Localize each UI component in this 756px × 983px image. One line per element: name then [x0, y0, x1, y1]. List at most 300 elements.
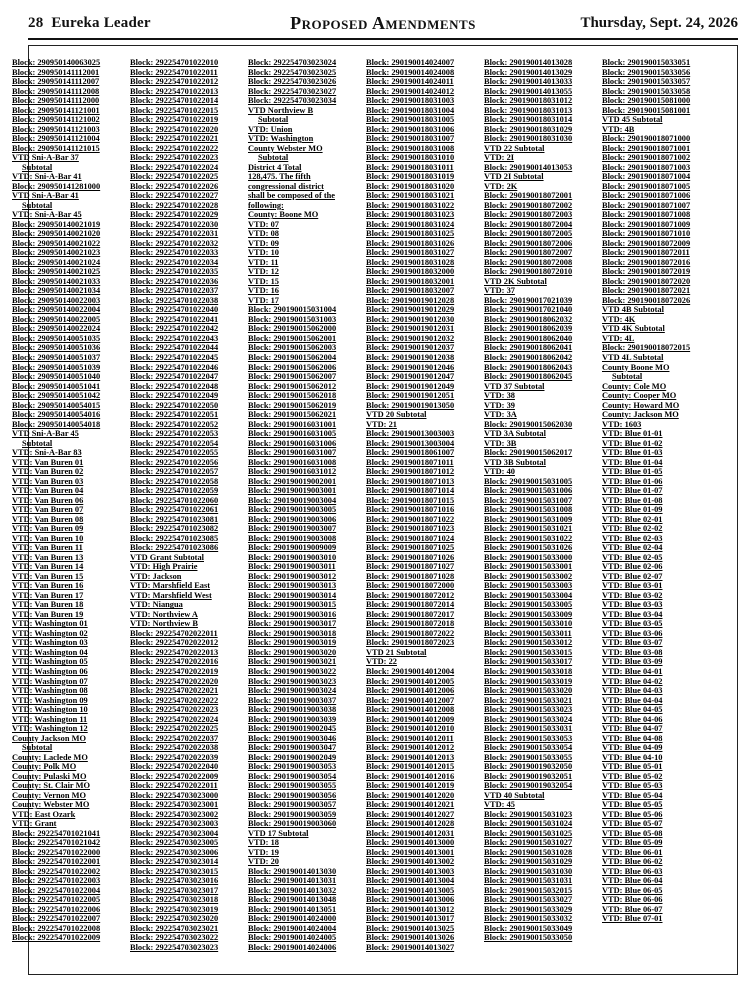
listing-line: Block: 290950140022004 — [12, 305, 101, 315]
listing-line: VTD: Blue 02-04 — [602, 543, 663, 553]
listing-line: Block: 292254701022047 — [130, 372, 219, 382]
listing-line: Block: 290190015062021 — [248, 410, 337, 420]
listing-line: VTD: 4K — [602, 314, 636, 324]
listing-line: Block: 290190015031005 — [484, 476, 573, 486]
listing-line: Block: 290190019002049 — [248, 752, 337, 762]
listing-line: Block: 290190014012013 — [366, 752, 455, 762]
listing-line: Block: 292254701022035 — [130, 267, 219, 277]
listing-line: Block: 290190018072022 — [366, 628, 455, 638]
listing-line: Subtotal — [22, 743, 53, 753]
listing-line: VTD: Blue 03-05 — [602, 619, 663, 629]
listing-line: Block: 290190018031027 — [366, 248, 455, 258]
listing-line: VTD: Marshfield West — [130, 590, 212, 600]
listing-line: Block: 290190018071014 — [366, 486, 455, 496]
listing-line: Block: 292254701022040 — [130, 305, 219, 315]
listing-line: Block: 292254701022051 — [130, 410, 219, 420]
listing-line: Block: 292254702022038 — [130, 743, 219, 753]
listing-line: Block: 290190018032001 — [366, 276, 455, 286]
listing-line: VTD: Blue 01-01 — [602, 429, 663, 439]
listing-line: Block: 290190014013027 — [366, 942, 455, 952]
listing-line: VTD: 39 — [484, 400, 515, 410]
listing-line: shall be composed of the — [248, 191, 336, 201]
listing-line: Block: 292254701022042 — [130, 324, 219, 334]
listing-line: Block: 290190018072021 — [602, 286, 691, 296]
listing-line: Block: 290190014012008 — [366, 705, 455, 715]
listing-column-3 — [248, 58, 366, 968]
listing-line: VTD: 07 — [248, 219, 279, 229]
listing-line: Block: 290950141121004 — [12, 134, 100, 144]
listing-line: Subtotal — [258, 115, 289, 125]
listing-line: Block: 290190018031011 — [366, 162, 454, 172]
listing-line: Block: 290190018071008 — [602, 210, 691, 220]
listing-line: VTD: Van Buren 15 — [12, 571, 84, 581]
listing-line: Block: 290190018031014 — [484, 115, 573, 125]
listing-line: Block: 292254703023020 — [130, 914, 219, 924]
listing-line: VTD: Washington 11 — [12, 714, 88, 724]
listing-line: VTD: 2K — [484, 181, 518, 191]
listing-line: VTD: 4B — [602, 124, 635, 134]
listing-line: Block: 290190018031013 — [484, 105, 573, 115]
listing-line: Block: 290190014013004 — [366, 876, 455, 886]
listing-line: Block: 292254701022014 — [130, 96, 219, 106]
listing-line: VTD: Blue 05-03 — [602, 781, 663, 791]
listing-line: Block: 292254701022020 — [130, 124, 219, 134]
listing-line: County: Boone MO — [248, 210, 319, 220]
listing-line: Block: 290190015033021 — [484, 695, 573, 705]
listing-line: 128,475. The fifth — [248, 172, 311, 182]
listing-line: Block: 290190019003019 — [248, 638, 337, 648]
listing-line: Block: 292254702022016 — [130, 657, 219, 667]
listing-line: VTD: Blue 04-07 — [602, 724, 663, 734]
listing-line: Block: 290190018072012 — [366, 590, 455, 600]
listing-line: Block: 290190015033027 — [484, 895, 573, 905]
listing-line: Block: 292254703023019 — [130, 904, 219, 914]
listing-line: Block: 290950141121002 — [12, 115, 100, 125]
listing-line: VTD: 10 — [248, 248, 279, 258]
listing-line: Block: 292254701022032 — [130, 238, 219, 248]
listing-line: Block: 290190019003020 — [248, 647, 337, 657]
listing-line: VTD 3A Subtotal — [484, 429, 546, 439]
listing-line: Block: 290190017021039 — [484, 295, 573, 305]
listing-line: following: — [248, 200, 284, 210]
listing-line: Block: 290190018031029 — [484, 124, 573, 134]
listing-line: VTD: Blue 06-02 — [602, 857, 663, 867]
listing-line: Block: 290190019003011 — [248, 562, 336, 572]
listing-line: VTD: Blue 05-02 — [602, 771, 663, 781]
listing-line: Block: 290190015031006 — [484, 486, 573, 496]
listing-line: VTD: Blue 06-06 — [602, 895, 663, 905]
listing-line: Block: 290190016031007 — [248, 448, 337, 458]
listing-line: VTD: Blue 06-05 — [602, 885, 663, 895]
listing-line: VTD: Blue 02-06 — [602, 562, 663, 572]
listing-line: Block: 290190015033018 — [484, 667, 573, 676]
listing-line: Block: 290950141112008 — [12, 86, 100, 96]
listing-line: Block: 290190019032050 — [484, 762, 573, 772]
listing-line: VTD: Blue 03-09 — [602, 657, 663, 667]
listing-line: VTD: Niangua — [130, 600, 183, 610]
listing-line: Block: 292254701022031 — [130, 229, 219, 239]
listing-line: Block: 290190014013031 — [248, 876, 337, 886]
listing-line: Block: 290190016031005 — [248, 429, 337, 439]
listing-line: Block: 290190015033049 — [484, 923, 573, 933]
listing-line: Block: 290190014024011 — [366, 77, 454, 87]
listing-line: Block: 290950140021024 — [12, 257, 101, 267]
listing-line: Block: 290190014013029 — [484, 67, 573, 77]
listing-line: VTD: Blue 04-05 — [602, 705, 663, 715]
listing-line: VTD: Washington 12 — [12, 724, 88, 734]
listing-line: VTD: 3B — [484, 438, 517, 448]
listing-line: Block: 290190019003047 — [248, 743, 337, 753]
listing-line: Block: 290190018071028 — [366, 571, 455, 581]
listing-line: Block: 290190014012015 — [366, 762, 455, 772]
listing-line: Block: 292254703023001 — [130, 800, 219, 810]
listing-line: Block: 290190019003057 — [248, 800, 337, 810]
listing-line: Block: 292254701022046 — [130, 362, 219, 372]
listing-line: Block: 290190018072016 — [602, 257, 691, 267]
listing-line: Block: 290190018072020 — [602, 276, 691, 286]
listing-line: VTD: Blue 01-08 — [602, 495, 663, 505]
listing-line: Block: 290190019003012 — [248, 571, 337, 581]
listing-line: Block: 292254702022039 — [130, 752, 219, 762]
listing-line: VTD 2I Subtotal — [484, 172, 544, 182]
listing-line: VTD: Blue 03-03 — [602, 600, 663, 610]
listing-line: VTD: Washington 06 — [12, 667, 88, 676]
listing-line: Block: 290190015033057 — [602, 77, 691, 87]
listing-line: Block: 290190016031008 — [248, 457, 337, 467]
listing-line: VTD: Blue 05-09 — [602, 838, 663, 848]
listing-line: Block: 290190019003054 — [248, 771, 337, 781]
listing-line: County: Howard MO — [602, 400, 680, 410]
listing-line: Block: 292254701022043 — [130, 333, 219, 343]
listing-line: VTD: 19 — [248, 847, 279, 857]
listing-column-2 — [130, 58, 248, 968]
listing-line: Block: 290190018031010 — [366, 153, 455, 163]
listing-line: Block: 292254702022020 — [130, 676, 219, 686]
listing-line: Block: 290950141121001 — [12, 105, 100, 115]
listing-line: Block: 290950140022003 — [12, 295, 101, 305]
listing-line: Block: 290190015031031 — [484, 876, 573, 886]
listing-line: VTD: Van Buren 06 — [12, 495, 84, 505]
listing-line: Subtotal — [612, 372, 643, 382]
listing-line: Block: 292254701022015 — [130, 105, 219, 115]
listing-line: VTD: Blue 05-01 — [602, 762, 663, 772]
listing-line: Block: 290190019003037 — [248, 695, 337, 705]
listing-line: Block: 290190015081001 — [602, 105, 691, 115]
listing-line: Block: 290190014012005 — [366, 676, 455, 686]
listing-line: Block: 290190018071001 — [602, 143, 691, 153]
listing-line: Block: 290190014012011 — [366, 733, 454, 743]
listing-line: VTD: Blue 04-10 — [602, 752, 663, 762]
listing-line: Block: 290190014012020 — [366, 790, 455, 800]
listing-line: Block: 292254701022022 — [130, 143, 219, 153]
listing-line: Block: 292254703023025 — [248, 67, 337, 77]
listing-line: VTD: Washington 07 — [12, 676, 88, 686]
listing-line: Block: 290190015031030 — [484, 866, 573, 876]
listing-line: Block: 290190018071006 — [602, 191, 691, 201]
listing-line: Block: 290950141121015 — [12, 143, 100, 153]
listing-line: VTD: 2I — [484, 153, 515, 163]
listing-line: Block: 290190019003016 — [248, 609, 337, 619]
listing-line: VTD: East Ozark — [12, 809, 76, 819]
listing-line: Block: 292254701022002 — [12, 866, 101, 876]
listing-line: Block: 292254701023081 — [130, 514, 219, 524]
listing-line: Block: 290950141281000 — [12, 181, 101, 191]
listing-line: Block: 292254703023000 — [130, 790, 219, 800]
listing-line: Block: 292254701022041 — [130, 314, 219, 324]
listing-line: Block: 290190014013003 — [366, 866, 455, 876]
listing-line: Block: 290950140051039 — [12, 362, 101, 372]
listing-line: Block: 290190014024012 — [366, 86, 455, 96]
listing-line: VTD: Washington 02 — [12, 628, 88, 638]
listing-line: Block: 292254701022054 — [130, 438, 219, 448]
listing-line: Block: 290190015062012 — [248, 381, 337, 391]
listing-line: Block: 292254701022060 — [130, 495, 219, 505]
listing-line: VTD: Van Buren 14 — [12, 562, 84, 572]
listing-line: Block: 292254701022052 — [130, 419, 219, 429]
listing-column-6 — [602, 58, 720, 968]
listing-line: County: St. Clair MO — [12, 781, 91, 791]
listing-line: Block: 290190015032015 — [484, 885, 573, 895]
listing-line: Block: 292254703023034 — [248, 96, 337, 106]
listing-line: VTD: Blue 03-01 — [602, 581, 663, 591]
listing-line: Block: 290950140063025 — [12, 58, 101, 67]
listing-line: Block: 290190016031006 — [248, 438, 337, 448]
listing-line: Block: 292254701022048 — [130, 381, 219, 391]
listing-line: County: Jackson MO — [602, 410, 679, 420]
listing-line: VTD Sni-A-Bar 45 — [12, 429, 79, 439]
listing-line: Block: 290190018031008 — [366, 143, 455, 153]
listing-line: VTD: Blue 03-06 — [602, 628, 663, 638]
listing-line: VTD: Blue 04-09 — [602, 743, 663, 753]
listing-line: Block: 290190015033019 — [484, 676, 573, 686]
listing-line: Block: 290190018032000 — [366, 267, 455, 277]
listing-line: Block: 290190014013002 — [366, 857, 455, 867]
listing-line: Block: 290190018031028 — [366, 257, 455, 267]
listing-line: Block: 290190015031026 — [484, 543, 573, 553]
listing-line: Block: 290190014012006 — [366, 686, 455, 696]
listing-line: VTD: Blue 01-03 — [602, 448, 663, 458]
listing-line: Block: 290190019002001 — [248, 476, 337, 486]
listing-line: Block: 292254701022013 — [130, 86, 219, 96]
listing-line: VTD: Van Buren 07 — [12, 505, 84, 515]
listing-line: Block: 292254701022010 — [130, 58, 219, 67]
listing-line: Block: 292254701022029 — [130, 210, 219, 220]
listing-line: Block: 290190019012031 — [366, 324, 455, 334]
listing-line: VTD: Blue 01-09 — [602, 505, 663, 515]
listing-line: Block: 290950140054015 — [12, 400, 101, 410]
listing-line: Block: 290190018071004 — [602, 172, 691, 182]
listing-line: Block: 290950141112001 — [12, 67, 100, 77]
listing-line: Block: 290190018071027 — [366, 562, 455, 572]
listing-line: Block: 290190019012051 — [366, 391, 455, 401]
listing-line: Block: 290190018031022 — [366, 200, 455, 210]
listing-line: VTD: Blue 06-07 — [602, 904, 663, 914]
listing-line: VTD: Van Buren 09 — [12, 524, 84, 534]
listing-line: VTD: Blue 05-04 — [602, 790, 663, 800]
listing-line: Block: 290190015062003 — [248, 343, 337, 353]
listing-line: Block: 290190019003004 — [248, 495, 337, 505]
listing-line: Block: 290190014024000 — [248, 914, 337, 924]
listing-line: VTD: 40 — [484, 467, 515, 477]
listing-line: Block: 290190019003060 — [248, 819, 337, 829]
listing-line: Block: 290190015031021 — [484, 524, 573, 534]
listing-line: VTD: 1603 — [602, 419, 642, 429]
listing-line: Block: 290190018032007 — [366, 286, 455, 296]
listing-line: Block: 290190015033001 — [484, 562, 573, 572]
listing-line: Block: 290190019003018 — [248, 628, 337, 638]
listing-line: VTD: Washington 03 — [12, 638, 88, 648]
listing-line: Block: 290190019003053 — [248, 762, 337, 772]
listing-line: VTD: Blue 01-06 — [602, 476, 663, 486]
listing-line: Block: 290190018071007 — [602, 200, 691, 210]
listing-line: VTD: Van Buren 01 — [12, 457, 84, 467]
listing-line: Subtotal — [22, 438, 53, 448]
listing-line: Block: 290190019003055 — [248, 781, 337, 791]
issue-date: Thursday, Sept. 24, 2026 — [580, 15, 738, 31]
listing-line: Block: 292254701022061 — [130, 505, 219, 515]
listing-line: Block: 292254701022006 — [12, 904, 101, 914]
listing-line: County: Laclede MO — [12, 752, 88, 762]
listing-line: VTD: 38 — [484, 391, 515, 401]
listing-line: Block: 290190014013030 — [248, 866, 337, 876]
listing-line: VTD 20 Subtotal — [366, 410, 427, 420]
listing-line: Block: 290190015062018 — [248, 391, 337, 401]
listing-line: Block: 292254702022013 — [130, 647, 219, 657]
listing-line: Block: 292254701022036 — [130, 276, 219, 286]
listing-line: Block: 290190015031004 — [248, 305, 337, 315]
listing-line: Block: 290950140021033 — [12, 276, 101, 286]
listing-line: VTD: 21 — [366, 419, 397, 429]
listing-line: Block: 290190018072011 — [602, 248, 690, 258]
listing-line: Block: 292254701021042 — [12, 838, 101, 848]
listing-line: Block: 292254703023006 — [130, 847, 219, 857]
listing-line: Block: 292254701021041 — [12, 828, 101, 838]
listing-line: VTD Sni-A-Bar 37 — [12, 153, 79, 163]
masthead — [28, 10, 738, 40]
listing-line: VTD: Blue 02-01 — [602, 514, 663, 524]
listing-line: Block: 292254701022000 — [12, 847, 101, 857]
listing-line: Block: 292254703023021 — [130, 923, 219, 933]
listing-line: Block: 290190014013028 — [484, 58, 573, 67]
listing-line: Block: 292254702022019 — [130, 667, 219, 676]
listing-line: Block: 290190015031029 — [484, 857, 573, 867]
listing-line: VTD: Van Buren 03 — [12, 476, 84, 486]
listing-line: Block: 290190018031019 — [366, 172, 455, 182]
listing-line: Block: 290190018071013 — [366, 476, 455, 486]
listing-line: VTD: Van Buren 10 — [12, 533, 84, 543]
listing-line: Block: 290190018031026 — [366, 238, 455, 248]
listing-line: VTD: Grant — [12, 819, 57, 829]
listing-line: VTD: Blue 03-04 — [602, 609, 663, 619]
listing-line: Block: 290190018071026 — [366, 552, 455, 562]
listing-line: Block: 292254701023085 — [130, 533, 219, 543]
listing-line: Block: 290190014012019 — [366, 781, 455, 791]
listing-line: Block: 290190014012021 — [366, 800, 455, 810]
listing-line: VTD: Jackson — [130, 571, 182, 581]
listing-line: VTD: Blue 04-08 — [602, 733, 663, 743]
listing-line: VTD: 22 — [366, 657, 397, 667]
listing-line: Block: 290190018031023 — [366, 210, 455, 220]
listing-line: Block: 290190019032054 — [484, 781, 573, 791]
listing-line: Block: 292254701022001 — [12, 857, 101, 867]
listing-line: Block: 292254701022023 — [130, 153, 219, 163]
listing-line: VTD: Blue 06-03 — [602, 866, 663, 876]
listing-line: VTD: Blue 03-07 — [602, 638, 663, 648]
listing-line: Block: 292254703023022 — [130, 933, 219, 943]
listing-line: County Jackson MO — [12, 733, 86, 743]
listing-line: Block: 290190019012029 — [366, 305, 455, 315]
listing-line: Block: 290190018071022 — [366, 514, 455, 524]
listing-line: Block: 290190019003008 — [248, 533, 337, 543]
listing-line: Block: 290190018071012 — [366, 467, 455, 477]
listing-line: Block: 290190015033053 — [484, 733, 573, 743]
listing-line: VTD: Blue 05-07 — [602, 819, 663, 829]
listing-line: VTD: Washington 10 — [12, 705, 88, 715]
listing-line: Block: 290190015033002 — [484, 571, 573, 581]
listing-line: VTD: 16 — [248, 286, 279, 296]
listing-line: Block: 292254703023018 — [130, 895, 219, 905]
listing-line: Block: 290190017021040 — [484, 305, 573, 315]
listing-line: Block: 290190015031024 — [484, 819, 573, 829]
listing-line: Block: 290950140051041 — [12, 381, 101, 391]
listing-line: Block: 290190018072004 — [484, 219, 573, 229]
listing-line: VTD: 17 — [248, 295, 279, 305]
listing-line: Block: 290190019013050 — [366, 400, 455, 410]
listing-line: Block: 290190019003014 — [248, 590, 337, 600]
listing-line: Block: 290950140051035 — [12, 333, 101, 343]
listing-line: Block: 290190018071000 — [602, 134, 691, 144]
listing-line: Block: 292254701022026 — [130, 181, 219, 191]
listing-line: Block: 290190015031007 — [484, 495, 573, 505]
listing-line: Block: 290190019002045 — [248, 724, 337, 734]
listing-line: Block: 292254703023003 — [130, 819, 219, 829]
listing-line: Block: 292254701022055 — [130, 448, 219, 458]
listing-line: Block: 290190015031023 — [484, 809, 573, 819]
listing-line: Block: 290190018072018 — [366, 619, 455, 629]
listing-line: VTD: Northview B — [130, 619, 198, 629]
listing-line: Block: 290190019012037 — [366, 343, 455, 353]
listing-line: Block: 290190015033029 — [484, 904, 573, 914]
listing-line: Block: 290190018071010 — [602, 229, 691, 239]
listing-line: Block: 292254701022038 — [130, 295, 219, 305]
listing-line: Block: 290190019003024 — [248, 686, 337, 696]
listing-line: Block: 292254703023016 — [130, 876, 219, 886]
listing-line: Block: 290190014013032 — [248, 885, 337, 895]
listing-line: Block: 292254701022025 — [130, 172, 219, 182]
listing-line: VTD 37 Subtotal — [484, 381, 545, 391]
listing-line: Block: 290190018071023 — [366, 524, 455, 534]
listing-line: Block: 290190018031006 — [366, 124, 455, 134]
listing-line: Block: 290190016031001 — [248, 419, 337, 429]
listing-line: Block: 290190014024008 — [366, 67, 455, 77]
listing-line: Block: 290190018062040 — [484, 333, 573, 343]
listing-line: Block: 292254701022012 — [130, 77, 219, 87]
listing-line: Block: 290190015031003 — [248, 314, 337, 324]
listing-line: Block: 292254701022053 — [130, 429, 219, 439]
listing-line: VTD: 12 — [248, 267, 279, 277]
listing-line: Block: 290190015033055 — [484, 752, 573, 762]
listing-line: Block: 290190019003038 — [248, 705, 337, 715]
listing-line: Block: 290190019003021 — [248, 657, 337, 667]
listing-line: Block: 290190018031024 — [366, 219, 455, 229]
listing-line: Block: 290190019003046 — [248, 733, 337, 743]
listing-line: VTD: Blue 01-02 — [602, 438, 663, 448]
listing-line: Block: 290190015033020 — [484, 686, 573, 696]
listing-line: Block: 292254702022012 — [130, 638, 219, 648]
listing-line: Block: 290190018072017 — [366, 609, 455, 619]
listing-line: VTD: Blue 03-02 — [602, 590, 663, 600]
listing-line: VTD: Blue 05-05 — [602, 800, 663, 810]
